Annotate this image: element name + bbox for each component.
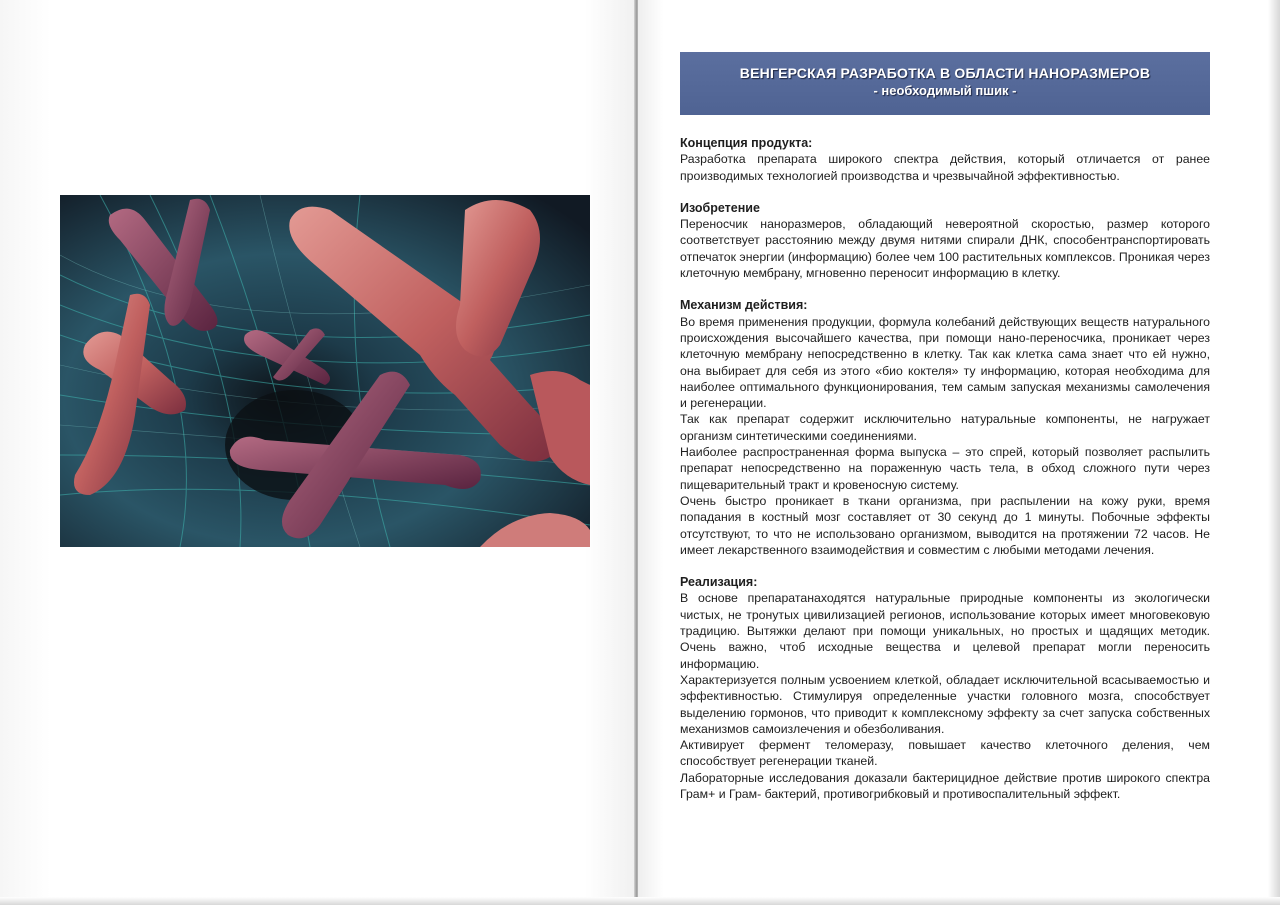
article-body (680, 135, 1210, 818)
paragraph: Так как препарат содержит исключительно натуральные компоненты, не нагружает организм синтетическими соединениями. (680, 412, 1210, 443)
section-implementation (680, 574, 1210, 802)
paragraph: Наиболее распространенная форма выпуска – это спрей, который позволяет распылить препарат непосредственно на пораженную часть тела, в обход сложного пути через пищеварительный тракт и кровеносную систему. (680, 445, 1210, 492)
header-banner (680, 52, 1210, 115)
section-heading: Концепция продукта: (680, 136, 813, 150)
paragraph: Активирует фермент теломеразу, повышает качество клеточного деления, чем способствует регенерации тканей. (680, 738, 1210, 769)
paragraph: Очень быстро проникает в ткани организма, при распылении на кожу руки, время попадания в костный мозг составляет от 30 секунд до 1 минуты. Побочные эффекты отсутствуют, то что не использовано организмом, выводится на протяжении 72 часов. Не имеет лекарственного взаимодействия и совместим с любыми методами лечения. (680, 493, 1210, 557)
right-page (638, 0, 1280, 905)
paragraph: Переносчик наноразмеров, обладающий невероятной скоростью, размер которого соответствует расстоянию между двумя нитями спирали ДНК, способентранспортировать отпечаток энергии (информацию) более чем 100 растительных комплексов. Проникая через клеточную мембрану, мгновенно переносит информацию в клетку. (680, 217, 1210, 281)
left-page (0, 0, 636, 905)
page-subtitle: - необходимый пшик - (873, 83, 1017, 98)
paragraph: Разработка препарата широкого спектра действия, который отличается от ранее производимых технологией производства и чрезвычайной эффективностью. (680, 152, 1210, 183)
paragraph: Характеризуется полным усвоением клеткой, обладает исключительной всасываемостью и эффективностью. Стимулируя определенные участки головного мозга, способствует выделению гормонов, что приводит к комплексному эффекту за счет запуска собственных механизмов самоизлечения и обезболивания. (680, 672, 1210, 736)
page-edge-shadow (1268, 0, 1280, 905)
section-heading: Реализация: (680, 575, 758, 590)
chromosome-illustration (60, 195, 590, 547)
section-heading: Изобретение (680, 200, 760, 215)
section-invention (680, 200, 1210, 281)
paragraph: Во время применения продукции, формула колебаний действующих веществ натурального происхождения высочайшего качества, при помощи нано-переносчика, проникает через клеточную мембрану непосредственно в клетку. Так как клетка сама знает что ей нужно, она выбирает для себя из этого «био коктеля» ту информацию, которая необходима для наиболее оптимального функционирования, тем самым запуская механизмы самолечения и регенерации. (680, 314, 1210, 411)
bottom-edge-shadow (0, 897, 1280, 905)
paragraph: Лабораторные исследования доказали бактерицидное действие против широкого спектра Грам+ и Грам- бактерий, противогрибковый и противоспалительный эффект. (680, 770, 1210, 801)
page-title: ВЕНГЕРСКАЯ РАЗРАБОТКА В ОБЛАСТИ НАНОРАЗМЕРОВ (739, 65, 1151, 81)
section-concept (680, 135, 1210, 184)
paragraph: В основе препаратанаходятся натуральные природные компоненты из экологически чистых, не тронутых цивилизацией регионов, использование которых имеет многовековую традицию. Вытяжки делают при помощи уникальных, но простых и щадящих методик. Очень важно, чтоб исходные вещества и целевой препарат могли переносить информацию. (680, 591, 1210, 671)
section-mechanism (680, 297, 1210, 558)
section-heading: Механизм действия: (680, 298, 808, 313)
